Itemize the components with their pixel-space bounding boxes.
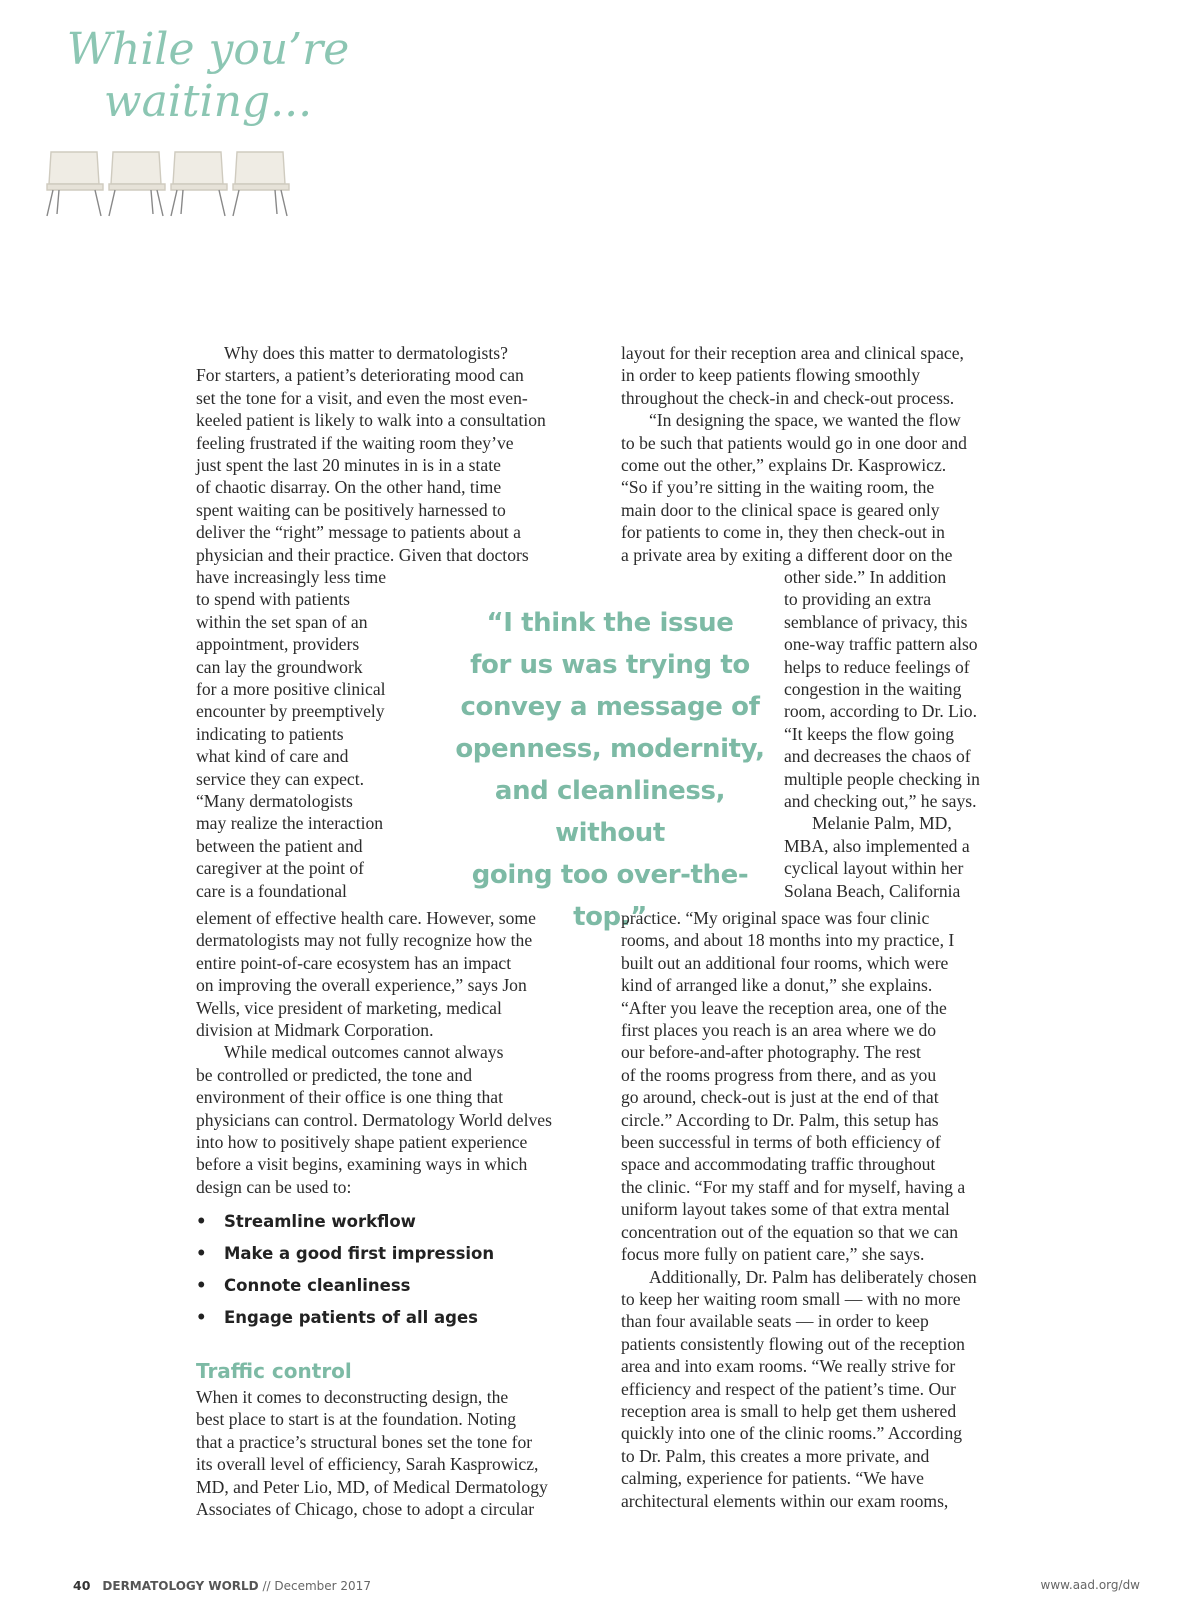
text-line: semblance of privacy, this bbox=[784, 611, 968, 632]
text-line: in order to keep patients flowing smoothly bbox=[621, 365, 921, 386]
chair-2 bbox=[109, 152, 165, 216]
pull-quote-line: convey a message of bbox=[460, 692, 760, 722]
text-line: Melanie Palm, MD, bbox=[812, 813, 952, 834]
text-line: physicians can control. Dermatology World delves bbox=[196, 1109, 552, 1130]
text-line: patients consistently flowing out of the reception bbox=[621, 1333, 965, 1354]
footer-separator: // bbox=[258, 1579, 275, 1593]
text-line: care is a foundational bbox=[196, 880, 347, 901]
text-line: what kind of care and bbox=[196, 746, 349, 767]
text-line: MBA, also implemented a bbox=[784, 835, 970, 856]
text-line: MD, and Peter Lio, MD, of Medical Dermatology bbox=[196, 1476, 548, 1497]
text-line: a private area by exiting a different door on the bbox=[621, 544, 953, 565]
text-line: before a visit begins, examining ways in which bbox=[196, 1154, 528, 1175]
text-line: For starters, a patient’s deteriorating mood can bbox=[196, 365, 524, 386]
text-line: kind of arranged like a donut,” she explains. bbox=[621, 975, 933, 996]
bullet-item bbox=[196, 1270, 596, 1302]
text-line: set the tone for a visit, and even the most even- bbox=[196, 387, 528, 408]
page-heading bbox=[58, 24, 358, 128]
text-line: room, according to Dr. Lio. bbox=[784, 701, 977, 722]
col2-paragraph-1-and-2 bbox=[621, 342, 1031, 566]
col1-paragraph-3 bbox=[196, 1386, 596, 1520]
issue-date: December 2017 bbox=[274, 1579, 371, 1593]
text-line: into how to positively shape patient experience bbox=[196, 1132, 528, 1153]
text-line: indicating to patients bbox=[196, 723, 344, 744]
text-line: built out an additional four rooms, which were bbox=[621, 952, 949, 973]
text-line: “So if you’re sitting in the waiting room, the bbox=[621, 477, 935, 498]
text-line: and decreases the chaos of bbox=[784, 746, 971, 767]
text-line: the clinic. “For my staff and for myself, having a bbox=[621, 1176, 966, 1197]
bullet-text: Connote cleanliness bbox=[224, 1276, 411, 1295]
text-line: appointment, providers bbox=[196, 634, 360, 655]
text-line: be controlled or predicted, the tone and bbox=[196, 1064, 473, 1085]
text-line: our before-and-after photography. The rest bbox=[621, 1042, 921, 1063]
text-line: circle.” According to Dr. Palm, this setup has bbox=[621, 1109, 939, 1130]
text-line: first places you reach is an area where we do bbox=[621, 1020, 937, 1041]
text-line: on improving the overall experience,” says Jon bbox=[196, 975, 527, 996]
text-line: quickly into one of the clinic rooms.” According bbox=[621, 1423, 963, 1444]
chair-4 bbox=[233, 152, 289, 216]
text-line: uniform layout takes some of that extra mental bbox=[621, 1199, 950, 1220]
text-line: “In designing the space, we wanted the flow bbox=[649, 410, 961, 431]
text-line: for a more positive clinical bbox=[196, 679, 386, 700]
bullet-item bbox=[196, 1302, 596, 1334]
text-line: division at Midmark Corporation. bbox=[196, 1020, 434, 1041]
text-line: element of effective health care. However, some bbox=[196, 908, 536, 928]
text-line: While medical outcomes cannot always bbox=[224, 1042, 504, 1063]
text-line: that a practice’s structural bones set the tone for bbox=[196, 1431, 533, 1452]
text-line: to spend with patients bbox=[196, 589, 350, 610]
text-line: reception area is small to help get them ushered bbox=[621, 1400, 957, 1421]
text-line: throughout the check-in and check-out process. bbox=[621, 387, 955, 408]
text-line: to keep her waiting room small — with no more bbox=[621, 1288, 961, 1309]
text-line: come out the other,” explains Dr. Kasprowicz. bbox=[621, 455, 947, 476]
chairs-illustration bbox=[45, 148, 305, 218]
bullet-dot: • bbox=[196, 1276, 207, 1295]
section-subhead: Traffic control bbox=[196, 1359, 352, 1383]
text-line: have increasingly less time bbox=[196, 567, 387, 587]
text-line: feeling frustrated if the waiting room they’ve bbox=[196, 432, 514, 453]
text-line: rooms, and about 18 months into my practice, I bbox=[621, 930, 955, 951]
pull-quote-line: “I think the issue bbox=[486, 608, 734, 638]
text-line: main door to the clinical space is geared only bbox=[621, 499, 940, 520]
text-line: can lay the groundwork bbox=[196, 656, 363, 677]
text-line: efficiency and respect of the patient’s time. Our bbox=[621, 1378, 956, 1399]
col1-paragraph-1-top bbox=[196, 342, 596, 566]
page-footer bbox=[73, 1578, 1140, 1598]
text-line: calming, experience for patients. “We have bbox=[621, 1468, 924, 1489]
bullet-dot: • bbox=[196, 1212, 207, 1231]
text-line: for patients to come in, they then check-out in bbox=[621, 522, 945, 543]
text-line: congestion in the waiting bbox=[784, 679, 962, 700]
page-number: 40 bbox=[73, 1578, 91, 1593]
bullet-item bbox=[196, 1238, 596, 1270]
text-line: architectural elements within our exam rooms, bbox=[621, 1490, 949, 1511]
text-line: within the set span of an bbox=[196, 611, 368, 632]
text-line: of the rooms progress from there, and as you bbox=[621, 1064, 937, 1085]
text-line: When it comes to deconstructing design, the bbox=[196, 1387, 509, 1407]
text-line: keeled patient is likely to walk into a consultation bbox=[196, 410, 546, 431]
text-line: area and into exam rooms. “We really strive for bbox=[621, 1356, 956, 1377]
text-line: deliver the “right” message to patients about a bbox=[196, 522, 521, 543]
text-line: Solana Beach, California bbox=[784, 880, 961, 901]
text-line: entire point-of-care ecosystem has an impact bbox=[196, 952, 512, 973]
text-line: other side.” In addition bbox=[784, 567, 947, 587]
text-line: go around, check-out is just at the end of that bbox=[621, 1087, 939, 1108]
text-line: encounter by preemptively bbox=[196, 701, 385, 722]
footer-url: www.aad.org/dw bbox=[1040, 1578, 1140, 1592]
text-line: and checking out,” he says. bbox=[784, 791, 977, 812]
text-line: “It keeps the flow going bbox=[784, 723, 955, 744]
text-line: space and accommodating traffic throughout bbox=[621, 1154, 936, 1175]
col1-paragraph-1-end-and-2 bbox=[196, 907, 596, 1198]
text-line: cyclical layout within her bbox=[784, 858, 964, 879]
text-line: “Many dermatologists bbox=[196, 791, 353, 812]
text-line: best place to start is at the foundation. Noting bbox=[196, 1409, 517, 1430]
text-line: to be such that patients would go in one door and bbox=[621, 432, 967, 453]
text-line: between the patient and bbox=[196, 835, 363, 856]
heading-line-2: waiting... bbox=[103, 76, 313, 127]
bullet-dot: • bbox=[196, 1308, 207, 1327]
pull-quote-line: and cleanliness, without bbox=[494, 776, 726, 848]
text-line: physician and their practice. Given that doctors bbox=[196, 544, 529, 565]
text-line: of chaotic disarray. On the other hand, time bbox=[196, 477, 502, 498]
col1-paragraph-1-narrow bbox=[196, 566, 426, 902]
text-line: may realize the interaction bbox=[196, 813, 384, 834]
text-line: “After you leave the reception area, one of the bbox=[621, 997, 947, 1018]
pull-quote-line: openness, modernity, bbox=[455, 734, 765, 764]
text-line: helps to reduce feelings of bbox=[784, 656, 970, 677]
bullet-item bbox=[196, 1206, 596, 1238]
text-line: Why does this matter to dermatologists? bbox=[224, 343, 508, 363]
bullet-text: Make a good first impression bbox=[224, 1244, 495, 1263]
text-line: multiple people checking in bbox=[784, 768, 980, 789]
col2-narrow-text bbox=[784, 566, 1024, 902]
text-line: caregiver at the point of bbox=[196, 858, 365, 879]
publication-name: DERMATOLOGY WORLD bbox=[102, 1579, 259, 1593]
text-line: dermatologists may not fully recognize how the bbox=[196, 930, 533, 951]
bullet-text: Streamline workflow bbox=[224, 1212, 416, 1231]
text-line: Additionally, Dr. Palm has deliberately chosen bbox=[649, 1266, 977, 1287]
text-line: just spent the last 20 minutes in is in a state bbox=[196, 455, 501, 476]
text-line: service they can expect. bbox=[196, 768, 365, 789]
text-line: environment of their office is one thing that bbox=[196, 1087, 503, 1108]
text-line: concentration out of the equation so that we can bbox=[621, 1221, 959, 1242]
chair-3 bbox=[171, 152, 227, 216]
heading-line-1: While you’re bbox=[66, 24, 350, 75]
pull-quote bbox=[455, 602, 765, 938]
text-line: practice. “My original space was four clinic bbox=[621, 908, 930, 928]
text-line: than four available seats — in order to keep bbox=[621, 1311, 929, 1332]
pull-quote-line: going too over-the-top.” bbox=[471, 860, 749, 932]
text-line: spent waiting can be positively harnessed to bbox=[196, 499, 506, 520]
chair-1 bbox=[47, 152, 103, 216]
pull-quote-line: for us was trying to bbox=[470, 650, 750, 680]
text-line: one-way traffic pattern also bbox=[784, 634, 978, 655]
col2-paragraph-3-and-4 bbox=[621, 907, 1031, 1512]
bullet-list bbox=[196, 1206, 596, 1334]
text-line: focus more fully on patient care,” she says. bbox=[621, 1244, 925, 1265]
bullet-text: Engage patients of all ages bbox=[224, 1308, 478, 1327]
text-line: Associates of Chicago, chose to adopt a circular bbox=[196, 1499, 535, 1520]
text-line: Wells, vice president of marketing, medical bbox=[196, 997, 502, 1018]
text-line: been successful in terms of both efficiency of bbox=[621, 1132, 941, 1153]
text-line: layout for their reception area and clinical space, bbox=[621, 343, 964, 363]
bullet-dot: • bbox=[196, 1244, 207, 1263]
text-line: design can be used to: bbox=[196, 1176, 352, 1197]
text-line: to Dr. Palm, this creates a more private, and bbox=[621, 1445, 930, 1466]
text-line: its overall level of efficiency, Sarah Kasprowicz, bbox=[196, 1454, 539, 1475]
text-line: to providing an extra bbox=[784, 589, 932, 610]
